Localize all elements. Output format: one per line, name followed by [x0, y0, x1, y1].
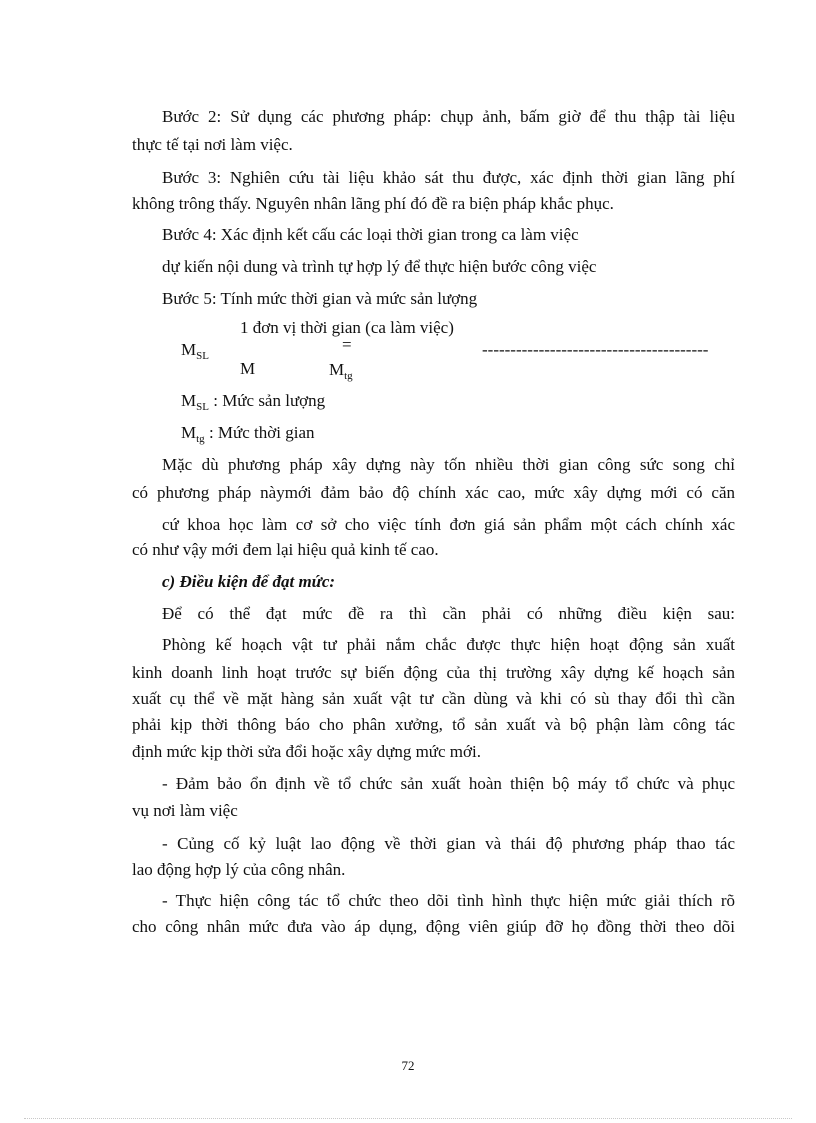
paragraph-line: xuất cụ thể về mặt hàng sản xuất vật tư cần dùng và khi có sù thay đổi thì cần: [132, 689, 735, 708]
paragraph-line: có phương pháp nàymới đảm bảo độ chính xác cao, mức xây dựng mới có căn: [132, 483, 735, 502]
definition-mtg: $M_{tg}$ : Mức thời gian: [181, 423, 315, 445]
bullet-line: vụ nơi làm việc: [132, 801, 238, 820]
paragraph-line: có như vậy mới đem lại hiệu quả kinh tế cao.: [132, 540, 439, 559]
paragraph-line: định mức kịp thời sửa đổi hoặc xây dựng mức mới.: [132, 742, 481, 761]
formula-denominator-left: M: [240, 359, 256, 378]
step2-line2: thực tế tại nơi làm việc.: [132, 135, 293, 154]
formula-lhs: $M_{SL}$: [181, 340, 209, 362]
step4-line2: dự kiến nội dung và trình tự hợp lý để thực hiện bước công việc: [162, 257, 597, 276]
definition-msl: $M_{SL}$ : Mức sản lượng: [181, 391, 326, 413]
bullet-line: - Đảm bảo ổn định về tổ chức sản xuất hoàn thiện bộ máy tổ chức và phục: [162, 774, 735, 793]
step2-line1: Bước 2: Sử dụng các phương pháp: chụp ảnh, bấm giờ để thu thập tài liệu: [162, 107, 735, 126]
step3-line2: không trông thấy. Nguyên nhân lãng phí đó đề ra biện pháp khắc phục.: [132, 194, 614, 213]
step3-line1: Bước 3: Nghiên cứu tài liệu khảo sát thu được, xác định thời gian lãng phí: [162, 168, 735, 187]
page-number: 72: [401, 1058, 415, 1073]
paragraph-line: Phòng kế hoạch vật tư phải nắm chắc được thực hiện hoạt động sản xuất: [162, 635, 735, 654]
formula-equals: =: [342, 335, 352, 354]
formula-dashes: ----------------------------------------: [482, 340, 709, 359]
bullet-line: - Thực hiện công tác tổ chức theo dõi tình hình thực hiện mức giải thích rõ: [162, 891, 735, 910]
footer-divider: [24, 1118, 792, 1119]
paragraph-line: kinh doanh linh hoạt trước sự biến động của thị trường xây dựng kế hoạch sản: [132, 663, 735, 682]
bullet-line: cho công nhân mức đưa vào áp dụng, động viên giúp đỡ họ đồng thời theo dõi: [132, 917, 735, 936]
paragraph-line: Mặc dù phương pháp xây dựng này tốn nhiều thời gian công sức song chỉ: [162, 455, 735, 474]
step5-line1: Bước 5: Tính mức thời gian và mức sản lượng: [162, 289, 478, 308]
formula-denominator-right: $M_{tg}$: [329, 360, 353, 382]
formula-numerator: 1 đơn vị thời gian (ca làm việc): [240, 318, 454, 337]
step4-line1: Bước 4: Xác định kết cấu các loại thời gian trong ca làm việc: [162, 225, 579, 244]
paragraph-line: phải kịp thời thông báo cho phân xưởng, tổ sản xuất và bộ phận làm công tác: [132, 715, 735, 734]
bullet-line: lao động hợp lý của công nhân.: [132, 860, 346, 879]
paragraph-line: cứ khoa học làm cơ sở cho việc tính đơn giá sản phẩm một cách chính xác: [162, 515, 735, 534]
section-heading: c) Điều kiện để đạt mức:: [162, 572, 336, 591]
paragraph-line: Để có thể đạt mức đề ra thì cần phải có những điều kiện sau:: [162, 604, 735, 623]
bullet-line: - Củng cố kỷ luật lao động về thời gian và thái độ phương pháp thao tác: [162, 834, 735, 853]
